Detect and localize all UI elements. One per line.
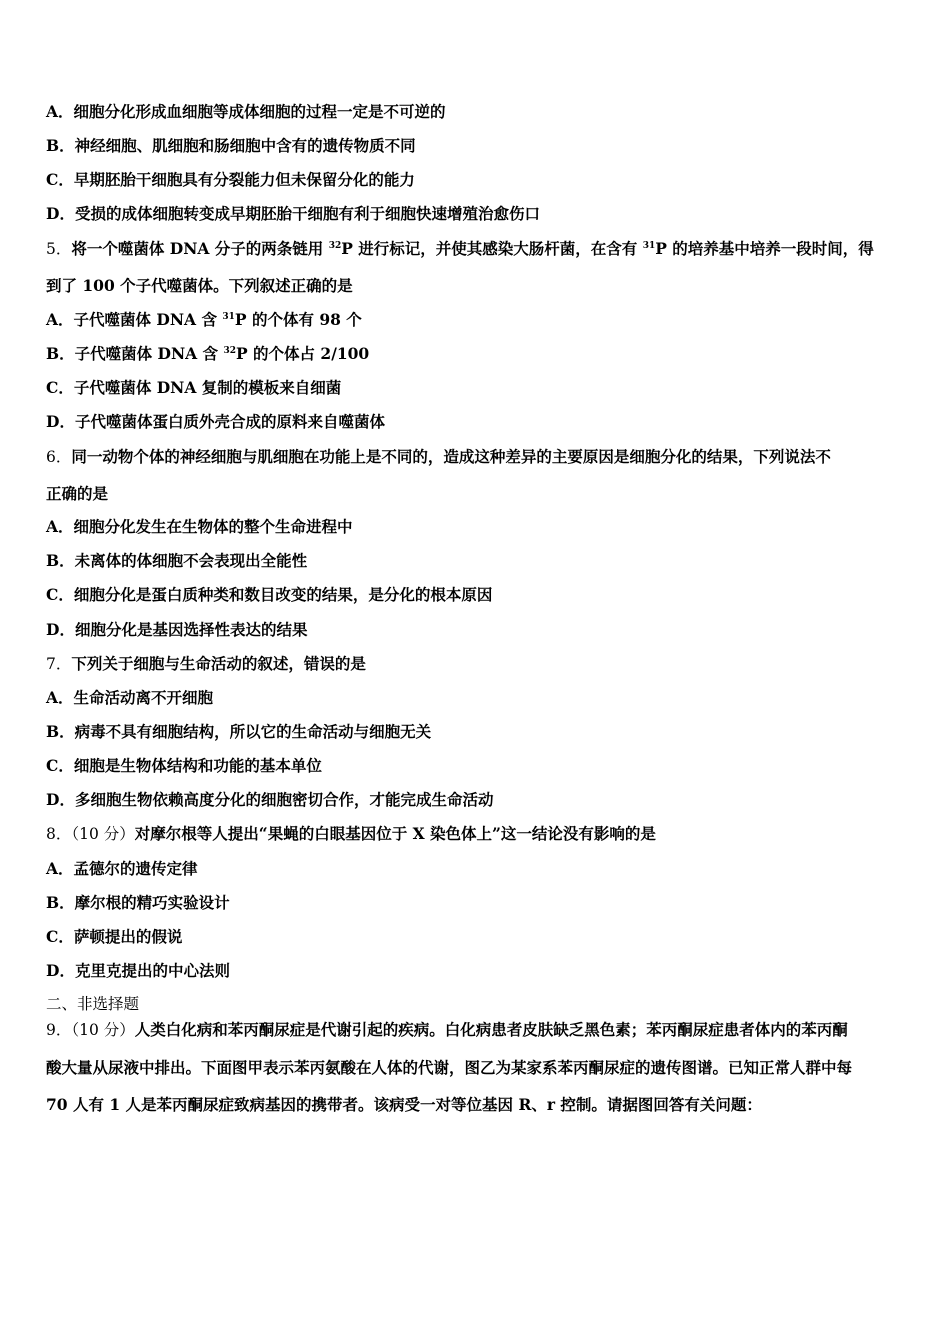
option-text: 神经细胞、肌细胞和肠细胞中含有的遗传物质不同 <box>74 136 416 155</box>
option-text: 子代噬菌体 DNA 含 <box>74 344 224 363</box>
q4-option-d <box>46 204 540 224</box>
option-text: 早期胚胎干细胞具有分裂能力但未保留分化的能力 <box>73 170 415 189</box>
q4-option-a <box>46 102 446 122</box>
option-text: 细胞分化形成血细胞等成体细胞的过程一定是不可逆的 <box>73 102 446 121</box>
q8-option-d <box>46 961 230 981</box>
question-number: 7． <box>46 655 72 673</box>
q6-option-a <box>46 517 353 537</box>
q8-option-c <box>46 927 182 947</box>
stem-text: 将一个噬菌体 DNA 分子的两条链用 <box>71 239 329 258</box>
section-title: 二、非选择题 <box>46 995 140 1013</box>
stem-text: 同一动物个体的神经细胞与肌细胞在功能上是不同的，造成这种差异的主要原因是细胞分化的结果，下列说法不 <box>71 447 831 466</box>
option-letter: B． <box>46 344 75 363</box>
option-text: P 的个体有 98 个 <box>234 310 362 329</box>
q5-option-d <box>46 412 385 432</box>
option-letter: B． <box>46 722 75 741</box>
option-text: 细胞是生物体结构和功能的基本单位 <box>73 756 322 775</box>
q7-option-c <box>46 756 322 776</box>
option-letter: D． <box>46 620 75 639</box>
stem-text: P 进行标记，并使其感染大肠杆菌，在含有 <box>341 239 643 258</box>
q7-stem <box>46 654 366 674</box>
q7-option-a <box>46 688 213 708</box>
option-letter: B． <box>46 136 75 155</box>
option-text: 细胞分化是蛋白质种类和数目改变的结果，是分化的根本原因 <box>73 585 493 604</box>
superscript: 31 <box>222 311 235 322</box>
q5-option-c <box>46 378 341 398</box>
option-letter: D． <box>46 961 75 980</box>
option-letter: C． <box>46 585 74 604</box>
option-text: 受损的成体细胞转变成早期胚胎干细胞有利于细胞快速增殖治愈伤口 <box>74 204 540 223</box>
score-label: （10 分） <box>71 825 135 843</box>
stem-text: 对摩尔根等人提出“果蝇的白眼基因位于 X 染色体上”这一结论没有影响的是 <box>134 824 656 843</box>
q6-option-d <box>46 620 307 640</box>
q9-stem-line3: 70 人有 1 人是苯丙酮尿症致病基因的携带者。该病受一对等位基因 R、r 控制。请据图回答有关问题： <box>46 1095 762 1114</box>
option-letter: B． <box>46 551 75 570</box>
option-letter: A． <box>46 517 74 536</box>
option-letter: A． <box>46 688 74 707</box>
q5-option-b <box>46 344 369 364</box>
q5-stem-line1 <box>46 239 874 259</box>
option-letter: C． <box>46 756 74 775</box>
option-text: 细胞分化是基因选择性表达的结果 <box>74 620 308 639</box>
q8-stem <box>46 824 656 844</box>
question-number: 9． <box>46 1021 72 1039</box>
q5-stem-line2: 到了 100 个子代噬菌体。下列叙述正确的是 <box>46 276 353 295</box>
q8-option-a <box>46 859 198 879</box>
option-text: P 的个体占 2/100 <box>235 344 370 363</box>
q6-stem-line1 <box>46 447 831 467</box>
superscript: 31 <box>642 240 656 251</box>
q6-option-c <box>46 585 492 605</box>
stem-text: 下列关于细胞与生命活动的叙述，错误的是 <box>71 654 366 673</box>
q7-option-b <box>46 722 431 742</box>
q6-option-b <box>46 551 307 571</box>
question-number: 5． <box>46 240 72 258</box>
superscript: 32 <box>328 240 342 251</box>
question-number: 8． <box>46 825 72 843</box>
option-text: 子代噬菌体 DNA 含 <box>73 310 223 329</box>
q9-stem-line2: 酸大量从尿液中排出。下面图甲表示苯丙氨酸在人体的代谢，图乙为某家系苯丙酮尿症的遗传图谱。已知正常人群中每 <box>46 1058 853 1077</box>
option-text: 生命活动离不开细胞 <box>73 688 214 707</box>
option-letter: A． <box>46 310 74 329</box>
q4-option-b <box>46 136 416 156</box>
option-letter: D． <box>46 790 75 809</box>
option-text: 克里克提出的中心法则 <box>74 961 230 980</box>
option-letter: D． <box>46 204 75 223</box>
option-letter: B． <box>46 893 75 912</box>
q8-option-b <box>46 893 230 913</box>
stem-text: P 的培养基中培养一段时间，得 <box>655 239 874 258</box>
option-letter: C． <box>46 927 74 946</box>
question-number: 6． <box>46 448 72 466</box>
option-letter: C． <box>46 378 74 397</box>
q7-option-d <box>46 790 493 810</box>
option-text: 多细胞生物依赖高度分化的细胞密切合作，才能完成生命活动 <box>74 790 494 809</box>
option-letter: A． <box>46 102 74 121</box>
option-text: 子代噬菌体蛋白质外壳合成的原料来自噬菌体 <box>74 412 385 431</box>
stem-text: 人类白化病和苯丙酮尿症是代谢引起的疾病。白化病患者皮肤缺乏黑色素；苯丙酮尿症患者体内的苯丙酮 <box>134 1020 848 1039</box>
option-letter: A． <box>46 859 74 878</box>
option-text: 细胞分化发生在生物体的整个生命进程中 <box>73 517 353 536</box>
option-text: 子代噬菌体 DNA 复制的模板来自细菌 <box>73 378 342 397</box>
option-text: 孟德尔的遗传定律 <box>73 859 198 878</box>
option-text: 摩尔根的精巧实验设计 <box>74 893 230 912</box>
q5-option-a <box>46 310 362 330</box>
option-text: 萨顿提出的假说 <box>73 927 183 946</box>
option-text: 未离体的体细胞不会表现出全能性 <box>74 551 308 570</box>
q6-stem-line2: 正确的是 <box>46 484 109 503</box>
score-label: （10 分） <box>71 1021 135 1039</box>
q9-stem-line1 <box>46 1020 848 1040</box>
superscript: 32 <box>223 345 236 356</box>
option-letter: C． <box>46 170 74 189</box>
option-text: 病毒不具有细胞结构，所以它的生命活动与细胞无关 <box>74 722 432 741</box>
option-letter: D． <box>46 412 75 431</box>
q4-option-c <box>46 170 415 190</box>
